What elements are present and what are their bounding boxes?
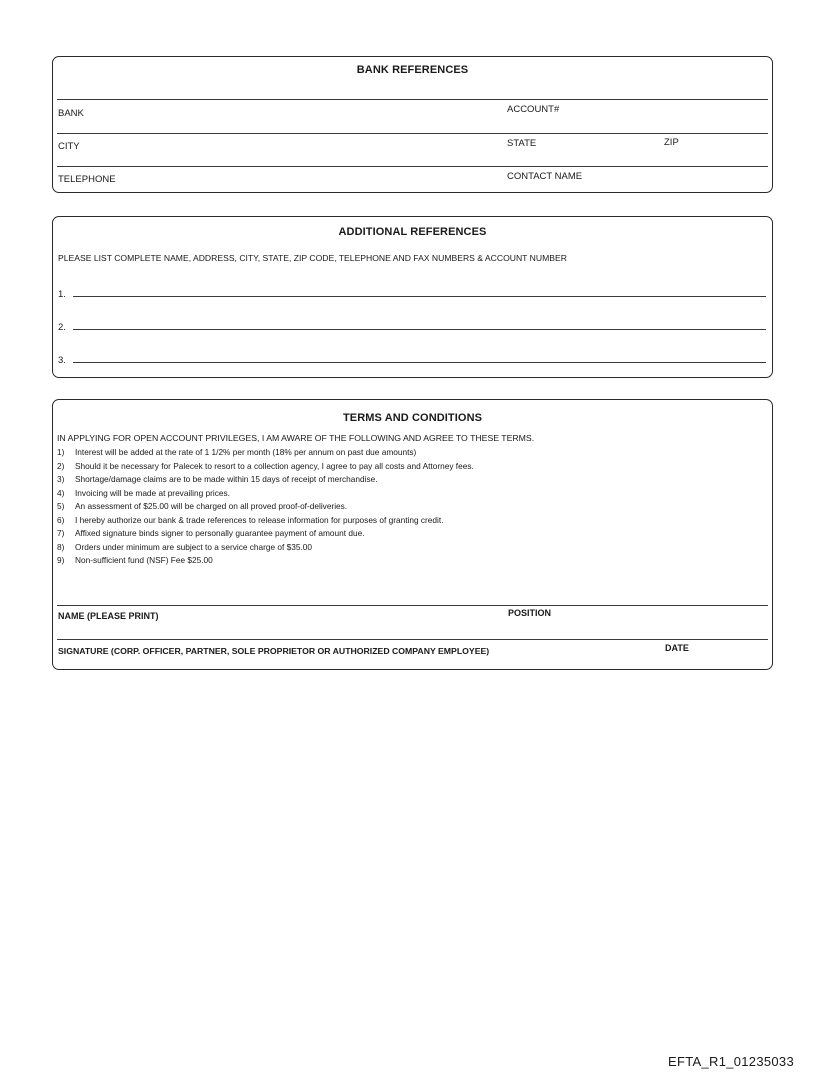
reference-entry-3-label: 3. xyxy=(58,355,66,366)
terms-item: 8) Orders under minimum are subject to a service charge of $35.00 xyxy=(57,541,313,552)
bank-references-title: BANK REFERENCES xyxy=(356,64,469,76)
contact-name-label: CONTACT NAME xyxy=(507,171,583,182)
terms-item: 1) Interest will be added at the rate of 1 1/2% per month (18% per annum on past due amounts) xyxy=(57,447,417,457)
document-id: EFTA_R1_01235033 xyxy=(668,1054,794,1069)
terms-item: 3) Shortage/damage claims are to be made within 15 days of receipt of merchandise. xyxy=(57,474,378,484)
terms-intro: IN APPLYING FOR OPEN ACCOUNT PRIVILEGES, I AM AWARE OF THE FOLLOWING AND AGREE TO THESE TERMS. xyxy=(57,433,535,443)
terms-section xyxy=(52,399,773,670)
terms-item: 2) Should it be necessary for Palecek to resort to a collection agency, I agree to pay all costs and Attorney fees. xyxy=(57,460,474,471)
reference-entry-3-line[interactable] xyxy=(73,362,766,363)
name-line[interactable] xyxy=(57,605,768,606)
reference-entry-2-label: 2. xyxy=(58,322,66,333)
terms-item: 6) I hereby authorize our bank & trade references to release information for purposes of granting credit. xyxy=(57,514,444,525)
name-print-label: NAME (PLEASE PRINT) xyxy=(58,611,159,621)
reference-entry-2-line[interactable] xyxy=(73,329,766,330)
account-label: ACCOUNT# xyxy=(507,104,560,115)
additional-references-instruction: PLEASE LIST COMPLETE NAME, ADDRESS, CITY, STATE, ZIP CODE, TELEPHONE AND FAX NUMBERS & ACCOUNT NUMBER xyxy=(58,253,567,263)
bank-references-section xyxy=(52,56,773,193)
telephone-label: TELEPHONE xyxy=(58,174,116,185)
additional-references-title: ADDITIONAL REFERENCES xyxy=(338,226,487,238)
bank-label: BANK xyxy=(58,108,84,119)
reference-entry-1-line[interactable] xyxy=(73,296,766,297)
bank-line[interactable] xyxy=(57,99,768,100)
reference-entry-1-label: 1. xyxy=(58,289,66,300)
state-label: STATE xyxy=(507,138,537,149)
terms-title: TERMS AND CONDITIONS xyxy=(342,412,483,424)
terms-item: 7) Affixed signature binds signer to personally guarantee payment of amount due. xyxy=(57,528,365,538)
zip-label: ZIP xyxy=(664,137,679,148)
city-label: CITY xyxy=(58,141,80,152)
terms-item: 5) An assessment of $25.00 will be charged on all proved proof-of-deliveries. xyxy=(57,501,348,511)
signature-line[interactable] xyxy=(57,639,768,640)
signature-label: SIGNATURE (CORP. OFFICER, PARTNER, SOLE PROPRIETOR OR AUTHORIZED COMPANY EMPLOYEE) xyxy=(58,646,490,656)
terms-item: 9) Non-sufficient fund (NSF) Fee $25.00 xyxy=(57,555,213,565)
terms-list xyxy=(57,446,474,568)
position-label: POSITION xyxy=(508,608,552,618)
terms-item: 4) Invoicing will be made at prevailing prices. xyxy=(57,487,230,498)
additional-references-section xyxy=(52,216,773,378)
city-line[interactable] xyxy=(57,133,768,134)
date-label: DATE xyxy=(665,643,689,653)
telephone-line[interactable] xyxy=(57,166,768,167)
